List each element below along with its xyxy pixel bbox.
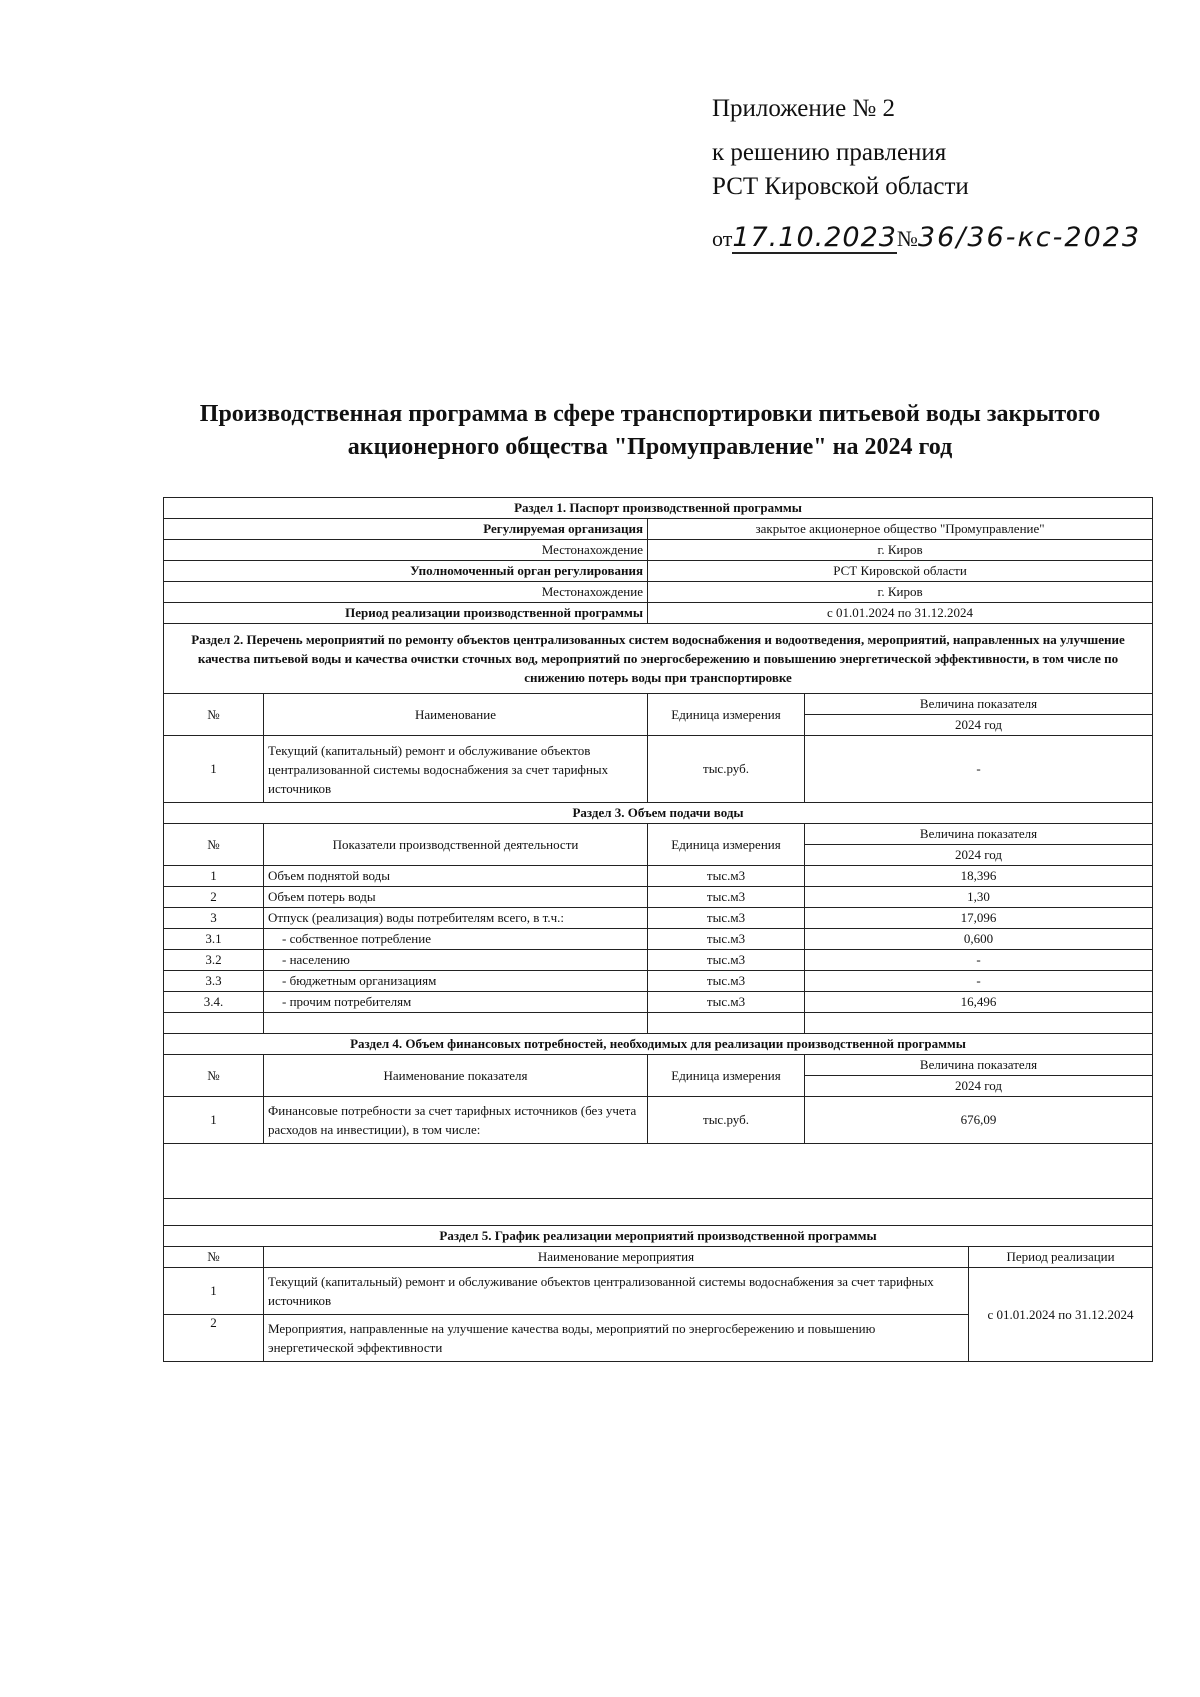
volume-no: 3.4. bbox=[164, 992, 264, 1013]
volume-unit: тыс.м3 bbox=[648, 908, 805, 929]
document-title bbox=[150, 398, 1150, 464]
finance-blank-row-2 bbox=[164, 1199, 1153, 1226]
finance-name: Финансовые потребности за счет тарифных источников (без учета расходов на инвестиции), в том числе: bbox=[264, 1097, 648, 1144]
volume-no: 2 bbox=[164, 887, 264, 908]
empty-cell bbox=[264, 1013, 648, 1034]
passport-label: Местонахождение bbox=[164, 540, 648, 561]
volume-no: 3 bbox=[164, 908, 264, 929]
finance-value: 676,09 bbox=[805, 1097, 1153, 1144]
section3-heading-row bbox=[164, 803, 1153, 824]
section2-header-row bbox=[164, 694, 1153, 715]
passport-label: Период реализации производственной программы bbox=[164, 603, 648, 624]
section4-header-row bbox=[164, 1055, 1153, 1076]
section3-heading: Раздел 3. Объем подачи воды bbox=[164, 803, 1153, 824]
blank-cell bbox=[164, 1144, 1153, 1199]
volume-no: 1 bbox=[164, 866, 264, 887]
handwritten-date: 17.10.2023 bbox=[732, 222, 897, 253]
schedule-row bbox=[164, 1268, 1153, 1315]
section2-col-no: № bbox=[164, 694, 264, 736]
section3-col-year: 2024 год bbox=[805, 845, 1153, 866]
section5-heading: Раздел 5. График реализации мероприятий производственной программы bbox=[164, 1226, 1153, 1247]
measure-name: Текущий (капитальный) ремонт и обслуживание объектов централизованной системы водоснабжения за счет тарифных источников bbox=[264, 736, 648, 803]
volume-name: Отпуск (реализация) воды потребителям всего, в т.ч.: bbox=[264, 908, 648, 929]
program-table bbox=[163, 497, 1153, 1362]
volume-name: - бюджетным организациям bbox=[264, 971, 648, 992]
section5-col-period: Период реализации bbox=[969, 1247, 1153, 1268]
number-prefix: № bbox=[896, 226, 918, 251]
volume-name: - населению bbox=[264, 950, 648, 971]
section2-col-name: Наименование bbox=[264, 694, 648, 736]
section5-heading-row bbox=[164, 1226, 1153, 1247]
measure-no: 1 bbox=[164, 736, 264, 803]
volume-value: 0,600 bbox=[805, 929, 1153, 950]
volume-unit: тыс.м3 bbox=[648, 866, 805, 887]
passport-row bbox=[164, 582, 1153, 603]
section3-col-name: Показатели производственной деятельности bbox=[264, 824, 648, 866]
section1-heading: Раздел 1. Паспорт производственной программы bbox=[164, 498, 1153, 519]
passport-value: РСТ Кировской области bbox=[648, 561, 1153, 582]
volume-row bbox=[164, 971, 1153, 992]
section5-col-no: № bbox=[164, 1247, 264, 1268]
volume-value: 18,396 bbox=[805, 866, 1153, 887]
section1-heading-row bbox=[164, 498, 1153, 519]
volume-row bbox=[164, 992, 1153, 1013]
volume-value: - bbox=[805, 971, 1153, 992]
volume-unit: тыс.м3 bbox=[648, 992, 805, 1013]
schedule-name: Текущий (капитальный) ремонт и обслуживание объектов централизованной системы водоснабжения за счет тарифных источников bbox=[264, 1268, 969, 1315]
volume-unit: тыс.м3 bbox=[648, 929, 805, 950]
measure-unit: тыс.руб. bbox=[648, 736, 805, 803]
schedule-no: 2 bbox=[164, 1315, 264, 1362]
volume-name: - собственное потребление bbox=[264, 929, 648, 950]
volume-name: - прочим потребителям bbox=[264, 992, 648, 1013]
section3-col-unit: Единица измерения bbox=[648, 824, 805, 866]
volume-name: Объем потерь воды bbox=[264, 887, 648, 908]
volume-empty-row bbox=[164, 1013, 1153, 1034]
passport-label: Уполномоченный орган регулирования bbox=[164, 561, 648, 582]
passport-label: Местонахождение bbox=[164, 582, 648, 603]
section4-heading: Раздел 4. Объем финансовых потребностей, необходимых для реализации производственной программы bbox=[164, 1034, 1153, 1055]
section3-col-no: № bbox=[164, 824, 264, 866]
schedule-no: 1 bbox=[164, 1268, 264, 1315]
handwritten-number: 36/36-кс-2023 bbox=[917, 222, 1142, 253]
finance-no: 1 bbox=[164, 1097, 264, 1144]
empty-cell bbox=[648, 1013, 805, 1034]
section4-col-no: № bbox=[164, 1055, 264, 1097]
section5-col-name: Наименование мероприятия bbox=[264, 1247, 969, 1268]
section2-col-value: Величина показателя bbox=[805, 694, 1153, 715]
volume-no: 3.1 bbox=[164, 929, 264, 950]
measure-row bbox=[164, 736, 1153, 803]
volume-row bbox=[164, 866, 1153, 887]
volume-no: 3.3 bbox=[164, 971, 264, 992]
passport-row bbox=[164, 540, 1153, 561]
program-table-body bbox=[164, 498, 1153, 1362]
passport-value: закрытое акционерное общество "Промуправление" bbox=[648, 519, 1153, 540]
volume-row bbox=[164, 908, 1153, 929]
passport-value: с 01.01.2024 по 31.12.2024 bbox=[648, 603, 1153, 624]
passport-label: Регулируемая организация bbox=[164, 519, 648, 540]
volume-value: - bbox=[805, 950, 1153, 971]
finance-blank-row bbox=[164, 1144, 1153, 1199]
blank-cell bbox=[164, 1199, 1153, 1226]
empty-cell bbox=[164, 1013, 264, 1034]
volume-value: 17,096 bbox=[805, 908, 1153, 929]
section4-col-unit: Единица измерения bbox=[648, 1055, 805, 1097]
volume-unit: тыс.м3 bbox=[648, 971, 805, 992]
section4-heading-row bbox=[164, 1034, 1153, 1055]
appendix-header bbox=[712, 92, 969, 204]
title-line-2: акционерного общества "Промуправление" на 2024 год bbox=[347, 434, 953, 460]
volume-unit: тыс.м3 bbox=[648, 887, 805, 908]
passport-row bbox=[164, 603, 1153, 624]
section2-col-unit: Единица измерения bbox=[648, 694, 805, 736]
section4-col-year: 2024 год bbox=[805, 1076, 1153, 1097]
volume-row bbox=[164, 929, 1153, 950]
volume-value: 1,30 bbox=[805, 887, 1153, 908]
decision-date-number bbox=[712, 222, 1141, 254]
passport-value: г. Киров bbox=[648, 582, 1153, 603]
empty-cell bbox=[805, 1013, 1153, 1034]
section2-col-year: 2024 год bbox=[805, 715, 1153, 736]
section2-heading: Раздел 2. Перечень мероприятий по ремонту объектов централизованных систем водоснабжения и водоотведения, мероприятий, направленных на улучшение качества питьевой воды и качества очистки сточных вод, мероприятий по энергосбережению и повышению энергетической эффективности, в том числе по снижению потерь воды при транспортировке bbox=[164, 624, 1153, 694]
passport-row bbox=[164, 561, 1153, 582]
volume-unit: тыс.м3 bbox=[648, 950, 805, 971]
finance-row bbox=[164, 1097, 1153, 1144]
schedule-period: с 01.01.2024 по 31.12.2024 bbox=[969, 1268, 1153, 1362]
section3-header-row bbox=[164, 824, 1153, 845]
volume-row bbox=[164, 950, 1153, 971]
appendix-number: Приложение № 2 bbox=[712, 95, 896, 122]
schedule-name: Мероприятия, направленные на улучшение качества воды, мероприятий по энергосбережению и повышению энергетической эффективности bbox=[264, 1315, 969, 1362]
passport-value: г. Киров bbox=[648, 540, 1153, 561]
measure-value: - bbox=[805, 736, 1153, 803]
volume-no: 3.2 bbox=[164, 950, 264, 971]
passport-row bbox=[164, 519, 1153, 540]
date-prefix: от bbox=[712, 226, 733, 251]
volume-value: 16,496 bbox=[805, 992, 1153, 1013]
schedule-header-row bbox=[164, 1247, 1153, 1268]
authority-name: РСТ Кировской области bbox=[712, 173, 969, 200]
section4-col-value: Величина показателя bbox=[805, 1055, 1153, 1076]
volume-name: Объем поднятой воды bbox=[264, 866, 648, 887]
decision-reference: к решению правления bbox=[712, 139, 947, 166]
section3-col-value: Величина показателя bbox=[805, 824, 1153, 845]
section4-col-name: Наименование показателя bbox=[264, 1055, 648, 1097]
title-line-1: Производственная программа в сфере транспортировки питьевой воды закрытого bbox=[199, 401, 1101, 427]
section2-heading-row bbox=[164, 624, 1153, 694]
finance-unit: тыс.руб. bbox=[648, 1097, 805, 1144]
volume-row bbox=[164, 887, 1153, 908]
